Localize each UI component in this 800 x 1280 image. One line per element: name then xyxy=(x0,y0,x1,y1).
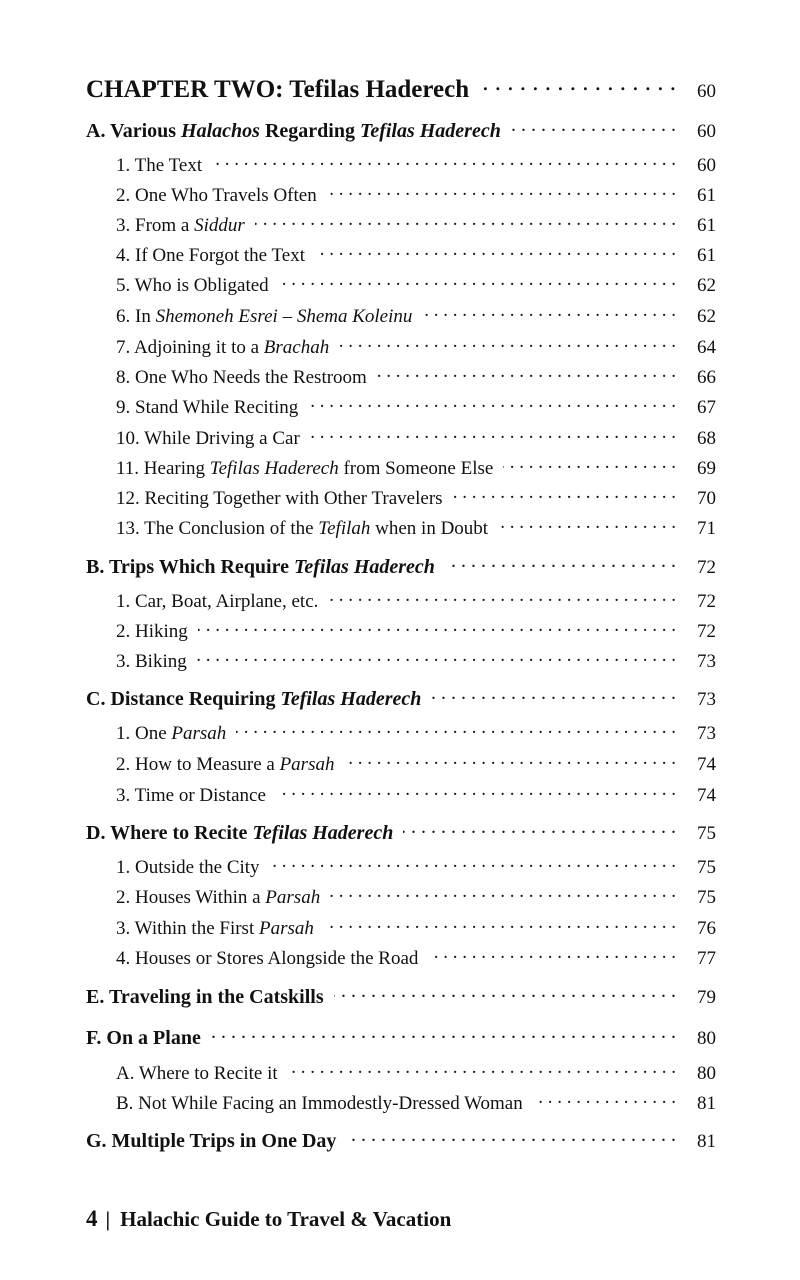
italic-term: Tefilas Haderech xyxy=(280,688,422,710)
dot-leader xyxy=(330,884,676,903)
dot-leader xyxy=(211,1024,676,1044)
dot-leader xyxy=(334,983,676,1003)
toc-entry-item xyxy=(86,425,716,450)
toc-entry-item xyxy=(86,915,716,940)
italic-term: Siddur xyxy=(194,215,245,236)
dot-leader xyxy=(453,485,676,504)
toc-entry-title xyxy=(86,1027,211,1050)
dot-leader xyxy=(377,364,676,383)
toc-page-number: 73 xyxy=(697,723,716,744)
toc-entry-item xyxy=(86,515,716,540)
toc-entry-title xyxy=(116,518,498,540)
toc-entry-item xyxy=(86,1060,716,1085)
toc-entry-item xyxy=(86,854,716,879)
toc-entry-title xyxy=(116,918,324,940)
toc-page-number: 72 xyxy=(697,621,716,642)
toc-entry-title xyxy=(116,245,315,267)
toc-page-number: 71 xyxy=(697,518,716,539)
title-text: 2. Hiking xyxy=(116,621,188,642)
toc-entry-section xyxy=(86,1024,716,1050)
dot-leader xyxy=(511,117,676,137)
title-text: E. Traveling in the Catskills xyxy=(86,986,324,1008)
toc-entry-item xyxy=(86,1090,716,1115)
toc-entry-item xyxy=(86,212,716,237)
italic-term: Parsah xyxy=(258,918,314,939)
title-text: from Someone Else xyxy=(338,458,494,479)
italic-term: Brachah xyxy=(263,337,330,358)
toc-page-number: 75 xyxy=(697,823,716,844)
italic-term: Parsah xyxy=(279,754,335,775)
toc-entry-title xyxy=(86,1130,346,1153)
title-text: 8. One Who Needs the Restroom xyxy=(116,367,367,388)
italic-term: Tefilas Haderech xyxy=(252,822,394,844)
toc-page-number: 72 xyxy=(697,591,716,612)
toc-entry-item xyxy=(86,394,716,419)
title-text: G. Multiple Trips in One Day xyxy=(86,1130,337,1152)
dot-leader xyxy=(270,854,676,873)
title-text: 12. Reciting Together with Other Travelers xyxy=(116,488,443,509)
title-text: 2. One Who Travels Often xyxy=(116,185,317,206)
title-text: 2. How to Measure a xyxy=(116,754,280,775)
toc-page-number: 75 xyxy=(697,857,716,878)
toc-entry-item xyxy=(86,648,716,673)
toc-entry-title xyxy=(86,556,445,579)
dot-leader xyxy=(498,515,676,534)
italic-term: Shemoneh Esrei – Shema Koleinu xyxy=(155,306,413,327)
title-text: 1. One xyxy=(116,723,172,744)
toc-entry-chapter xyxy=(86,72,716,104)
toc-entry-title xyxy=(116,428,310,450)
title-text: 3. Within the First xyxy=(116,918,259,939)
toc-page-number: 61 xyxy=(697,185,716,206)
toc-page-number: 60 xyxy=(697,155,716,176)
toc-page-number: 62 xyxy=(697,306,716,327)
italic-term: Tefilah xyxy=(318,518,371,539)
dot-leader xyxy=(328,588,676,607)
title-text: Regarding xyxy=(259,120,360,142)
toc-page-number: 81 xyxy=(697,1131,716,1152)
toc-entry-title xyxy=(116,367,377,389)
toc-entry-title xyxy=(86,76,479,104)
toc-entry-section xyxy=(86,685,716,711)
toc-page-number: 76 xyxy=(697,918,716,939)
toc-page-number: 68 xyxy=(697,428,716,449)
toc-entry-title xyxy=(116,754,344,776)
dot-leader xyxy=(533,1090,676,1109)
title-text: 13. The Conclusion of the xyxy=(116,518,319,539)
toc-page-number: 73 xyxy=(697,651,716,672)
dot-leader xyxy=(346,1127,676,1147)
title-text: 5. Who is Obligated xyxy=(116,275,269,296)
title-text: 1. Outside the City xyxy=(116,857,260,878)
dot-leader xyxy=(324,915,676,934)
title-text: A. Various xyxy=(86,120,182,142)
dot-leader xyxy=(288,1060,676,1079)
dot-leader xyxy=(327,182,676,201)
toc-page-number: 81 xyxy=(697,1093,716,1114)
toc-entry-item xyxy=(86,751,716,776)
dot-leader xyxy=(212,152,676,171)
title-text: 2. Houses Within a xyxy=(116,887,266,908)
toc-entry-item xyxy=(86,272,716,297)
italic-term: Parsah xyxy=(171,723,227,744)
toc-entry-title xyxy=(116,948,428,970)
title-text: F. On a Plane xyxy=(86,1027,201,1049)
title-text: 4. Houses or Stores Alongside the Road xyxy=(116,948,419,969)
toc-page-number: 60 xyxy=(697,121,716,142)
dot-leader xyxy=(479,72,676,97)
toc-entry-item xyxy=(86,182,716,207)
toc-page-number: 80 xyxy=(697,1063,716,1084)
italic-term: Tefilas Haderech xyxy=(359,120,501,142)
dot-leader xyxy=(403,819,676,839)
title-text: 4. If One Forgot the Text xyxy=(116,245,305,266)
toc-entry-title xyxy=(116,591,328,613)
dot-leader xyxy=(308,394,676,413)
toc-entry-title xyxy=(116,857,270,879)
toc-entry-title xyxy=(116,723,236,745)
toc-entry-item xyxy=(86,455,716,480)
toc-entry-title xyxy=(116,397,308,419)
dot-leader xyxy=(276,782,676,801)
toc-entry-item xyxy=(86,152,716,177)
toc-entry-title xyxy=(116,275,279,297)
toc-page-number: 75 xyxy=(697,887,716,908)
title-text: 9. Stand While Reciting xyxy=(116,397,299,418)
toc-page-number: 61 xyxy=(697,245,716,266)
title-text: 1. Car, Boat, Airplane, etc. xyxy=(116,591,319,612)
dot-leader xyxy=(198,618,676,637)
toc-entry-title xyxy=(116,621,198,643)
toc-entry-title xyxy=(116,306,422,328)
title-text: B. Not While Facing an Immodestly-Dressed Woman xyxy=(116,1093,523,1114)
italic-term: Tefilas Haderech xyxy=(294,556,435,578)
italic-term: Tefilas Haderech xyxy=(209,458,339,479)
title-text: 1. The Text xyxy=(116,155,203,176)
footer-page-number: 4 xyxy=(86,1206,98,1231)
toc-entry-item xyxy=(86,242,716,267)
dot-leader xyxy=(315,242,676,261)
toc-entry-section xyxy=(86,983,716,1009)
toc-entry-section xyxy=(86,117,716,143)
toc-page-number: 66 xyxy=(697,367,716,388)
toc-entry-title xyxy=(116,1093,533,1115)
toc-entry-title xyxy=(116,215,255,237)
toc-entry-item xyxy=(86,720,716,745)
toc-entry-item xyxy=(86,334,716,359)
toc-entry-title xyxy=(116,185,327,207)
toc-page-number: 62 xyxy=(697,275,716,296)
title-text: 3. From a xyxy=(116,215,195,236)
toc-page-number: 80 xyxy=(697,1028,716,1049)
dot-leader xyxy=(503,455,676,474)
toc-entry-item xyxy=(86,782,716,807)
toc-page-number: 64 xyxy=(697,337,716,358)
italic-term: Halachos xyxy=(181,120,260,142)
title-text: C. Distance Requiring xyxy=(86,688,281,710)
toc-page-number: 74 xyxy=(697,785,716,806)
dot-leader xyxy=(310,425,676,444)
toc-entry-item xyxy=(86,303,716,328)
title-text: D. Where to Recite xyxy=(86,822,253,844)
dot-leader xyxy=(445,553,676,573)
toc-page-number: 70 xyxy=(697,488,716,509)
toc-entry-title xyxy=(116,458,503,480)
dot-leader xyxy=(236,720,676,739)
footer-book-title: Halachic Guide to Travel & Vacation xyxy=(120,1207,452,1231)
toc-entry-title xyxy=(86,986,334,1009)
title-text: 11. Hearing xyxy=(116,458,210,479)
dot-leader xyxy=(431,685,676,705)
title-text: 10. While Driving a Car xyxy=(116,428,300,449)
toc-entry-item xyxy=(86,945,716,970)
dot-leader xyxy=(197,648,676,667)
toc-page-number: 79 xyxy=(697,987,716,1008)
page-footer xyxy=(86,1206,451,1232)
dot-leader xyxy=(255,212,676,231)
toc-entry-item xyxy=(86,485,716,510)
footer-separator: | xyxy=(105,1207,111,1231)
toc-entry-section xyxy=(86,1127,716,1153)
toc-entry-section xyxy=(86,553,716,579)
toc-entry-title xyxy=(86,688,431,711)
toc-page-number: 61 xyxy=(697,215,716,236)
toc-entry-item xyxy=(86,588,716,613)
toc-entry-title xyxy=(116,651,197,673)
toc-entry-section xyxy=(86,819,716,845)
title-text: CHAPTER TWO: Tefilas Haderech xyxy=(86,76,470,103)
toc-page-number: 72 xyxy=(697,557,716,578)
toc-entry-title xyxy=(86,120,511,143)
toc-page-number: 60 xyxy=(697,81,716,102)
toc-page-number: 77 xyxy=(697,948,716,969)
dot-leader xyxy=(422,303,676,322)
title-text: 3. Biking xyxy=(116,651,187,672)
toc-entry-title xyxy=(86,822,403,845)
toc-page-number: 67 xyxy=(697,397,716,418)
toc-entry-title xyxy=(116,1063,288,1085)
italic-term: Parsah xyxy=(265,887,321,908)
dot-leader xyxy=(279,272,676,291)
title-text: B. Trips Which Require xyxy=(86,556,295,578)
toc-entry-title xyxy=(116,155,212,177)
dot-leader xyxy=(339,334,676,353)
toc-entry-title xyxy=(116,488,453,510)
toc-entry-title xyxy=(116,785,276,807)
toc-entry-item xyxy=(86,364,716,389)
title-text: 6. In xyxy=(116,306,156,327)
toc-page-number: 69 xyxy=(697,458,716,479)
title-text: 3. Time or Distance xyxy=(116,785,266,806)
dot-leader xyxy=(344,751,676,770)
toc-entry-item xyxy=(86,884,716,909)
toc-entry-item xyxy=(86,618,716,643)
title-text: A. Where to Recite it xyxy=(116,1063,278,1084)
toc-entry-title xyxy=(116,887,330,909)
toc-entry-title xyxy=(116,337,339,359)
dot-leader xyxy=(428,945,676,964)
title-text: when in Doubt xyxy=(370,518,489,539)
toc-page-number: 74 xyxy=(697,754,716,775)
title-text: 7. Adjoining it to a xyxy=(116,337,264,358)
toc-page-number: 73 xyxy=(697,689,716,710)
